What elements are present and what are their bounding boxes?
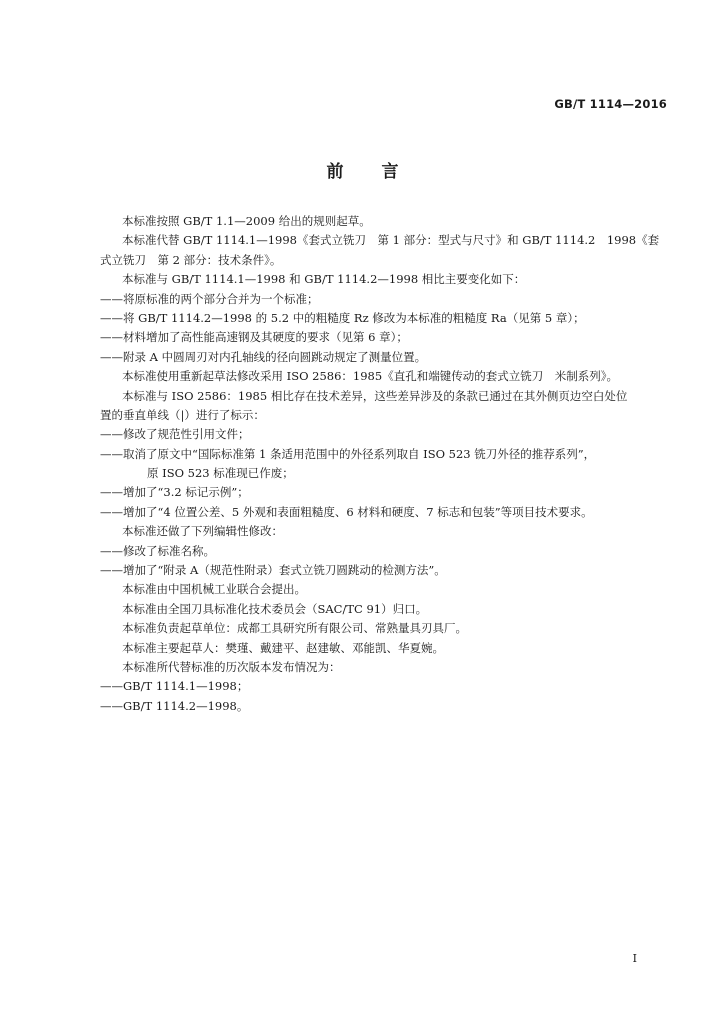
list-item-difference-4: ——增加了“4 位置公差、5 外观和表面粗糙度、6 材料和硬度、7 标志和包装”等项目技术要求。 (100, 504, 593, 519)
paragraph-history: 本标准所代替标准的历次版本发布情况为： (122, 659, 341, 674)
paragraph-adoption: 本标准使用重新起草法修改采用 ISO 2586：1985《直孔和端键传动的套式立铣刀 米制系列》。 (122, 369, 618, 384)
foreword-body (100, 212, 662, 716)
paragraph-main-changes: 本标准与 GB/T 1114.1—1998 和 GB/T 1114.2—1998 相比主要变化如下： (122, 272, 526, 287)
paragraph-replaces-continued: 式立铣刀 第 2 部分：技术条件》。 (100, 252, 282, 267)
list-item-difference-2: ——取消了原文中“国际标准第 1 条适用范围中的外径系列取自 ISO 523 铣刀外径的推荐系列”， (100, 446, 596, 461)
paragraph-proposed-by: 本标准由中国机械工业联合会提出。 (122, 582, 306, 597)
paragraph-drafting-rules: 本标准按照 GB/T 1.1—2009 给出的规则起草。 (122, 214, 371, 228)
list-item-difference-1: ——修改了规范性引用文件； (100, 427, 250, 442)
paragraph-drafting-units: 本标准负责起草单位：成都工具研究所有限公司、常熟量具刃具厂。 (122, 621, 467, 636)
paragraph-editorial-changes: 本标准还做了下列编辑性修改： (122, 524, 283, 539)
list-item-history-1: ——GB/T 1114.1—1998； (100, 679, 249, 694)
list-item-difference-3: ——增加了“3.2 标记示例”； (100, 485, 249, 500)
page-number: I (632, 952, 637, 965)
list-item-editorial-1: ——修改了标准名称。 (100, 543, 215, 558)
standard-number-header: GB/T 1114—2016 (554, 97, 667, 111)
page-title: 前言 (326, 162, 437, 182)
list-item-change-1: ——将原标准的两个部分合并为一个标准； (100, 291, 319, 306)
paragraph-replaces: 本标准代替 GB/T 1114.1—1998《套式立铣刀 第 1 部分：型式与尺寸》和 GB/T 1114.2 1998《套 (122, 233, 660, 248)
paragraph-drafters: 本标准主要起草人：樊瑾、戴建平、赵建敏、邓能凯、华夏婉。 (122, 640, 444, 655)
list-item-change-3: ——材料增加了高性能高速钢及其硬度的要求（见第 6 章）； (100, 330, 408, 345)
list-item-change-2: ——将 GB/T 1114.2—1998 的 5.2 中的粗糙度 Rz 修改为本标准的粗糙度 Ra（见第 5 章）； (100, 310, 585, 325)
list-item-history-2: ——GB/T 1114.2—1998。 (100, 698, 249, 713)
paragraph-technical-differences: 本标准与 ISO 2586：1985 相比存在技术差异，这些差异涉及的条款已通过在其外侧页边空白处位 (122, 388, 628, 403)
list-item-change-4: ——附录 A 中圆周刃对内孔轴线的径向圆跳动规定了测量位置。 (100, 349, 427, 364)
paragraph-technical-differences-continued: 置的垂直单线（|）进行了标示： (100, 407, 265, 422)
list-item-difference-2-continued: 原 ISO 523 标准现已作废； (147, 466, 294, 481)
list-item-editorial-2: ——增加了“附录 A（规范性附录）套式立铣刀圆跳动的检测方法”。 (100, 563, 446, 578)
paragraph-under-jurisdiction: 本标准由全国刀具标准化技术委员会（SAC/TC 91）归口。 (122, 601, 428, 616)
